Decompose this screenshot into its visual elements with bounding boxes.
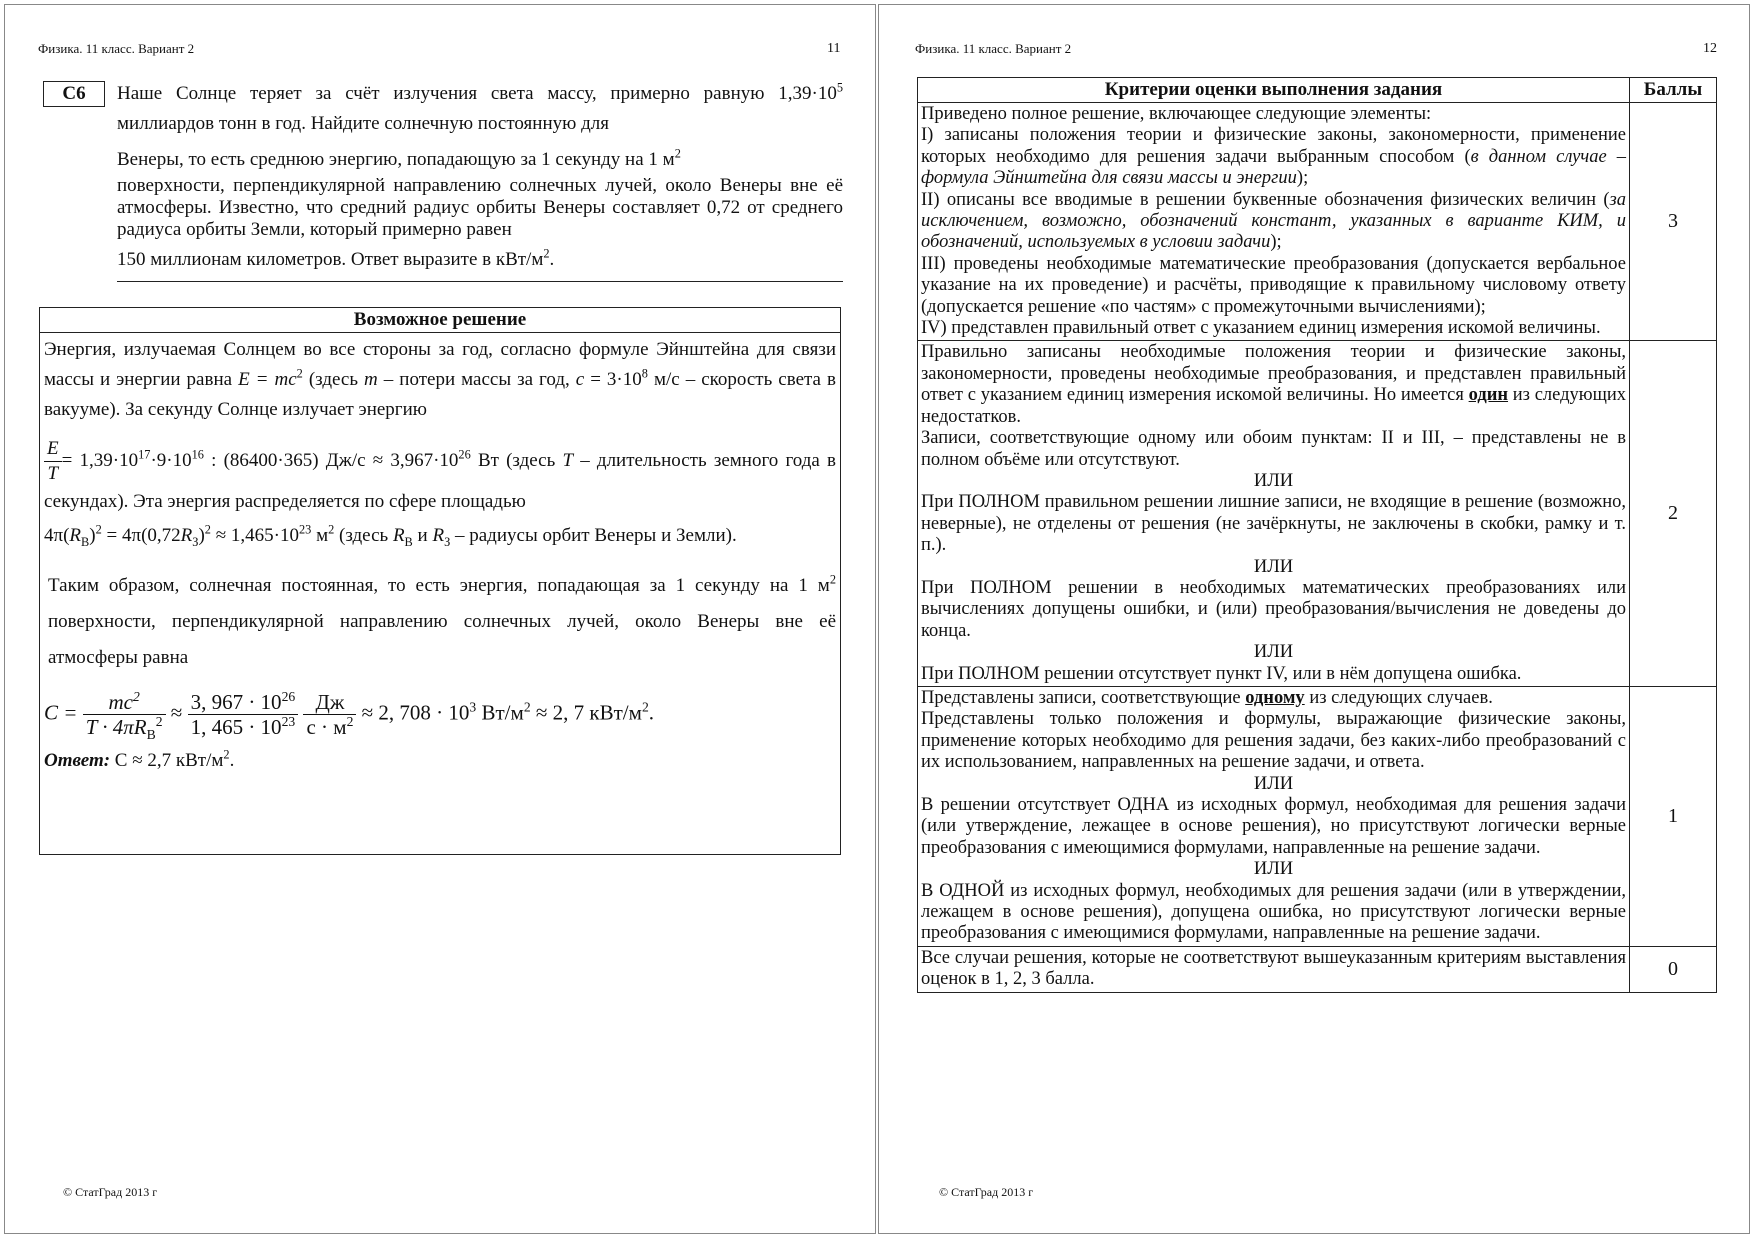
- task-line: Наше Солнце теряет за счёт излучения света массу, примерно равную: [117, 83, 765, 104]
- criteria-column-header: Критерии оценки выполнения задания: [918, 78, 1630, 103]
- solution-paragraph: Таким образом, солнечная постоянная, то есть энергия, попадающая за 1 секунду на 1 $м^2$ поверхности, перпендикулярной направлению солнечных лучей, около Венеры вне её атмосферы равна: [48, 572, 836, 668]
- criteria-cell: Правильно записаны необходимые положения теории и физические законы, закономерности, проведены необходимые преобразования, и представлен правильный ответ с указанием единиц измерения искомой величины. Но имеется один из следующих недостатков. Записи, соответствующие одному или обоим пунктам: II и III, – представлены не в полном объёме или отсутствуют. ИЛИ При ПОЛНОМ правильном решении лишние записи, не входящие в решение (возможно, неверные), не отделены от решения (не зачёркнуты, не заключены в скобки, рамку и т. п.). ИЛИ При ПОЛНОМ решении в необходимых математических преобразованиях или вычислениях допущены ошибки, и (или) преобразования/вычисления не доведены до конца. ИЛИ При ПОЛНОМ решении отсутствует пункт IV, или в нём допущена ошибка.: [918, 341, 1630, 687]
- points-cell: 3: [1630, 103, 1717, 341]
- page-number: 11: [827, 41, 841, 56]
- page-left: [4, 4, 876, 1234]
- solution-answer: Ответ: C ≈ 2,7 кВт/$м^2$.: [44, 747, 235, 771]
- table-row: [918, 103, 1717, 341]
- table-header-row: [918, 78, 1717, 103]
- page-header: Физика. 11 класс. Вариант 2: [915, 41, 1072, 56]
- table-row: [918, 686, 1717, 946]
- table-row: [918, 946, 1717, 992]
- page-header: Физика. 11 класс. Вариант 2: [38, 41, 195, 56]
- page-footer: © СтатГрад 2013 г: [939, 1185, 1034, 1199]
- task-line: $1,39\cdot 10^5$ миллиардов тонн в год. Найдите солнечную постоянную для: [117, 80, 843, 134]
- page-footer: © СтатГрад 2013 г: [63, 1185, 158, 1199]
- solar-constant-formula: C = $\frac{mc^2}{T \cdot 4\pi R_В^2}$ ≈ $\frac{3, 967 \cdot 10^{26}}{1, 465 \cdot 10^{23}}$ $\frac{Дж}{с \cdot м^2}$ ≈ 2, $708 \cdot 10^3$ $Вт/м^2 \approx 2$, 7 кВт/$м^2$.: [44, 689, 655, 743]
- criteria-cell: Все случаи решения, которые не соответствуют вышеуказанным критериям выставления оценок в 1, 2, 3 балла.: [918, 946, 1630, 992]
- task-text: [117, 79, 843, 282]
- criteria-cell: Представлены записи, соответствующие одному из следующих случаев. Представлены только положения и формулы, выражающие физические законы, применение которых необходимо для решения задачи, без каких-либо преобразований с их использованием, направленных на решение задачи, и ответа. ИЛИ В решении отсутствует ОДНА из исходных формул, необходимая для решения задачи (или утверждение, лежащее в основе решения), но присутствуют логически верные преобразования с имеющимися формулами, направленные на решение задачи. ИЛИ В ОДНОЙ из исходных формул, необходимых для решения задачи (или в утверждении, лежащем в основе решения), допущена ошибка, но присутствуют логически верные преобразования с имеющимися формулами, направленные на решение задачи.: [918, 686, 1630, 946]
- points-column-header: Баллы: [1630, 78, 1717, 103]
- solution-paragraph: $4\pi(R_В)^2 = 4\pi(0,72R_З)^2 \approx 1,465\cdot 10^{23}$ $м^2$ (здесь $R_В$ и $R_З$ – радиусы орбит Венеры и Земли).: [44, 522, 737, 549]
- fraction-mc2: $\frac{mc^2}{T \cdot 4\pi R_В^2}$: [83, 690, 166, 739]
- criteria-cell: Приведено полное решение, включающее следующие элементы: I) записаны положения теории и физические законы, закономерности, применение которых необходимо для решения задачи выбранным способом (в данном случае – формула Эйнштейна для связи массы и энергии); II) описаны все вводимые в решении буквенные обозначения физических величин (за исключением, возможно, обозначений констант, указанных в варианте КИМ, и обозначений, используемых в условии задачи); III) проведены необходимые математические преобразования (допускается вербальное указание на их проведение) и расчёты, приводящие к правильному числовому ответу (допускается решение «по частям» с промежуточными вычислениями); IV) представлен правильный ответ с указанием единиц измерения искомой величины.: [918, 103, 1630, 341]
- fraction-values: $\frac{3, 967 \cdot 10^{26}}{1, 465 \cdot 10^{23}}$: [188, 690, 299, 739]
- criteria-table: [917, 77, 1717, 993]
- solution-title: Возможное решение: [40, 308, 840, 333]
- fraction-e-over-t: $\frac{E}{T}$: [44, 437, 62, 486]
- solution-body: [40, 333, 840, 781]
- points-cell: 0: [1630, 946, 1717, 992]
- task-line: Венеры, то есть среднюю энергию, попадающую за 1 секунду на 1 $м^2$: [117, 146, 681, 170]
- page-number: 12: [1703, 41, 1717, 56]
- table-row: [918, 341, 1717, 687]
- solution-paragraph: Энергия, излучаемая Солнцем во все стороны за год, согласно формуле Эйнштейна для связи массы и энергии равна $E = mc^2$ (здесь m – потери массы за год, $c = 3\cdot 10^8$ м/с – скорость света в вакууме). За секунду Солнце излучает энергию: [44, 339, 836, 420]
- task-label: С6: [43, 81, 105, 107]
- fraction-units: $\frac{Дж}{с \cdot м^2}$: [303, 690, 356, 739]
- page-right: [878, 4, 1750, 1234]
- points-cell: 2: [1630, 341, 1717, 687]
- task-line: 150 миллионам километров. Ответ выразите в кВт/$м^2$.: [117, 246, 555, 270]
- solution-box: [39, 307, 841, 855]
- task-line: поверхности, перпендикулярной направлению солнечных лучей, около Венеры вне её атмосферы. Известно, что средний радиус орбиты Венеры составляет 0,72 от среднего радиуса орбиты Земли, который примерно равен: [117, 175, 843, 240]
- points-cell: 1: [1630, 686, 1717, 946]
- solution-paragraph: $\frac{E}{T}$ = $1,39\cdot 10^{17}\cdot 9\cdot 10^{16}$ : (86400·365) $Дж/с \approx 3,967\cdot 10^{26}$ Вт (здесь T – длительность земного года в секундах). Эта энергия распределяется по сфере площадью: [44, 438, 836, 512]
